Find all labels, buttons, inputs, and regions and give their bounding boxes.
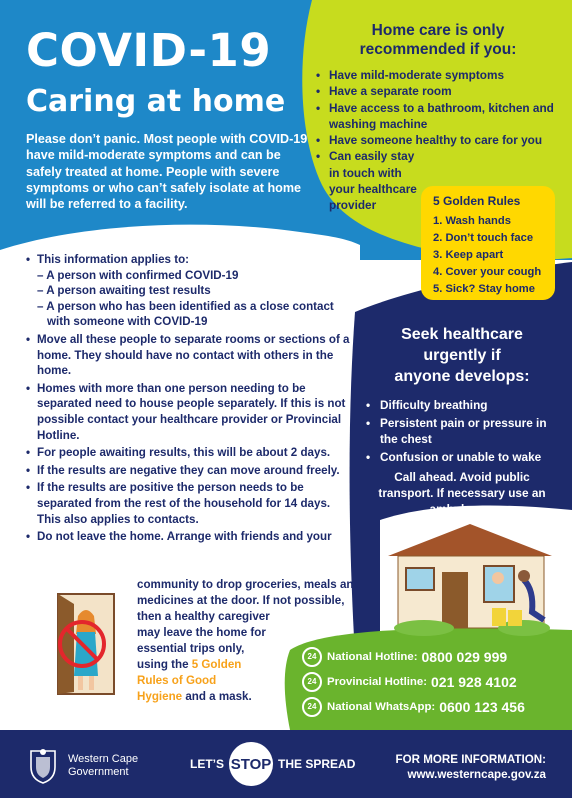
list-item: 1. Wash hands bbox=[433, 215, 511, 227]
home-care-title bbox=[320, 21, 556, 59]
continuation-line4: then a healthy caregiver bbox=[137, 610, 270, 623]
stop-badge: STOP bbox=[229, 742, 273, 786]
provincial-hotline[interactable] bbox=[302, 669, 562, 694]
national-hotline[interactable] bbox=[302, 644, 562, 669]
continuation-line2: community to drop groceries, meals and bbox=[137, 578, 361, 591]
list-item: 3. Keep apart bbox=[433, 249, 504, 261]
main-info-list bbox=[26, 252, 356, 547]
more-info bbox=[392, 752, 546, 782]
continuation-line6: essential trips only, bbox=[137, 642, 245, 655]
24-hour-icon: 24 bbox=[302, 672, 322, 692]
intro-body: Most people with COVID-19 have mild-moderate symptoms and can be safely treated at home. People with severe symptoms or who can’t safely isolate at home will be referred to a facility. bbox=[26, 132, 308, 212]
intro-paragraph bbox=[26, 131, 316, 212]
list-item: • Homes with more than one person needing to be separated need to house people separately. If this is not possible contact your healthcare provider or Provincial Hotline. bbox=[26, 381, 356, 443]
golden-rules-box bbox=[421, 186, 555, 300]
hotline-number[interactable]: 0600 123 456 bbox=[439, 698, 525, 715]
government-name bbox=[68, 753, 138, 779]
hotline-label: National WhatsApp: bbox=[327, 700, 436, 713]
list-item: • If the results are negative they can move around freely. bbox=[26, 463, 356, 479]
seek-healthcare-panel bbox=[366, 324, 558, 517]
list-item: • Do not leave the home. Arrange with friends and your bbox=[26, 529, 356, 545]
seek-title-line1: Seek healthcare bbox=[401, 326, 523, 343]
stop-the-spread-logo bbox=[190, 742, 355, 786]
continuation-line3: medicines at the door. If not possible, bbox=[137, 594, 345, 607]
coat-of-arms-icon bbox=[26, 747, 60, 785]
applies-intro: This information applies to: bbox=[37, 253, 190, 266]
list-item: • Can easily stay in touch with your healthcare provider bbox=[316, 148, 426, 213]
list-item: 2. Don’t touch face bbox=[433, 232, 534, 244]
list-item: • Move all these people to separate rooms or sections of a home. They should have no contact with others in the home. bbox=[26, 332, 356, 379]
sub-list-item: – A person who has been identified as a close contact with someone with COVID-19 bbox=[37, 299, 334, 329]
page-subtitle: Caring at home bbox=[26, 84, 286, 119]
list-item: • Have a separate room bbox=[316, 83, 556, 99]
the-spread-text: THE SPREAD bbox=[278, 757, 356, 771]
continuation-text: using the bbox=[137, 658, 192, 671]
list-item: • Have access to a bathroom, kitchen and washing machine bbox=[316, 100, 556, 133]
list-item bbox=[26, 252, 356, 330]
home-care-title-line2: recommended if you: bbox=[359, 41, 517, 58]
list-item: • For people awaiting results, this will be about 2 days. bbox=[26, 445, 356, 461]
list-item: • Have mild-moderate symptoms bbox=[316, 67, 556, 83]
hotline-number[interactable]: 021 928 4102 bbox=[431, 673, 517, 690]
government-name-line2: Government bbox=[68, 766, 129, 778]
home-care-title-line1: Home care is only bbox=[371, 22, 505, 39]
more-info-label: FOR MORE INFORMATION: bbox=[395, 753, 546, 766]
24-hour-icon: 24 bbox=[302, 697, 322, 717]
hotline-label: National Hotline: bbox=[327, 650, 418, 663]
seek-healthcare-title bbox=[366, 324, 558, 387]
list-item: • If the results are positive the person needs to be separated from the rest of the household for 14 days. This also applies to contacts. bbox=[26, 480, 356, 527]
continuation-line8 bbox=[137, 673, 216, 689]
hotline-number[interactable]: 0800 029 999 bbox=[421, 648, 508, 665]
list-item: 4. Cover your cough bbox=[433, 266, 542, 278]
list-item: 5. Sick? Stay home bbox=[433, 283, 535, 295]
list-item: • Confusion or unable to wake bbox=[366, 449, 558, 465]
page-title: COVID-19 bbox=[26, 24, 272, 77]
continuation-line7 bbox=[137, 657, 241, 673]
24-hour-icon: 24 bbox=[302, 647, 322, 667]
hotlines-section bbox=[302, 644, 562, 719]
footer bbox=[0, 730, 572, 798]
golden-rules-title: 5 Golden Rules bbox=[433, 194, 521, 208]
sub-list-item: – A person with confirmed COVID-19 bbox=[37, 268, 239, 282]
continuation-text: and a mask. bbox=[182, 690, 252, 703]
golden-rules-highlight: Hygiene bbox=[137, 690, 183, 703]
continuation-line9 bbox=[137, 689, 252, 705]
golden-rules-highlight: Rules of Good bbox=[137, 674, 217, 687]
lets-text: LET’S bbox=[190, 757, 225, 771]
home-care-panel bbox=[316, 21, 556, 214]
website-link[interactable]: www.westerncape.gov.za bbox=[407, 768, 546, 781]
list-item: • Have someone healthy to care for you bbox=[316, 132, 556, 148]
seek-title-line3: anyone develops: bbox=[394, 368, 530, 385]
house-delivery-illustration bbox=[384, 520, 556, 638]
applies-sub-list bbox=[37, 268, 356, 330]
golden-rules-highlight: 5 Golden bbox=[191, 658, 242, 671]
national-whatsapp[interactable] bbox=[302, 694, 562, 719]
continuation-line5: may leave the home for bbox=[137, 626, 266, 639]
seek-title-line2: urgently if bbox=[423, 347, 501, 364]
hotline-label: Provincial Hotline: bbox=[327, 675, 428, 688]
golden-rules-list bbox=[433, 213, 547, 298]
government-name-line1: Western Cape bbox=[68, 753, 139, 765]
seek-healthcare-note: Call ahead. Avoid public transport. If necessary use an ambulance. bbox=[378, 470, 546, 516]
stay-home-illustration bbox=[22, 588, 132, 698]
sub-list-item: – A person awaiting test results bbox=[37, 284, 211, 298]
list-item: • Difficulty breathing bbox=[366, 397, 558, 413]
intro-lead: Please don’t panic. bbox=[26, 132, 141, 146]
seek-healthcare-list bbox=[366, 397, 558, 465]
list-item: • Persistent pain or pressure in the chest bbox=[366, 415, 558, 447]
